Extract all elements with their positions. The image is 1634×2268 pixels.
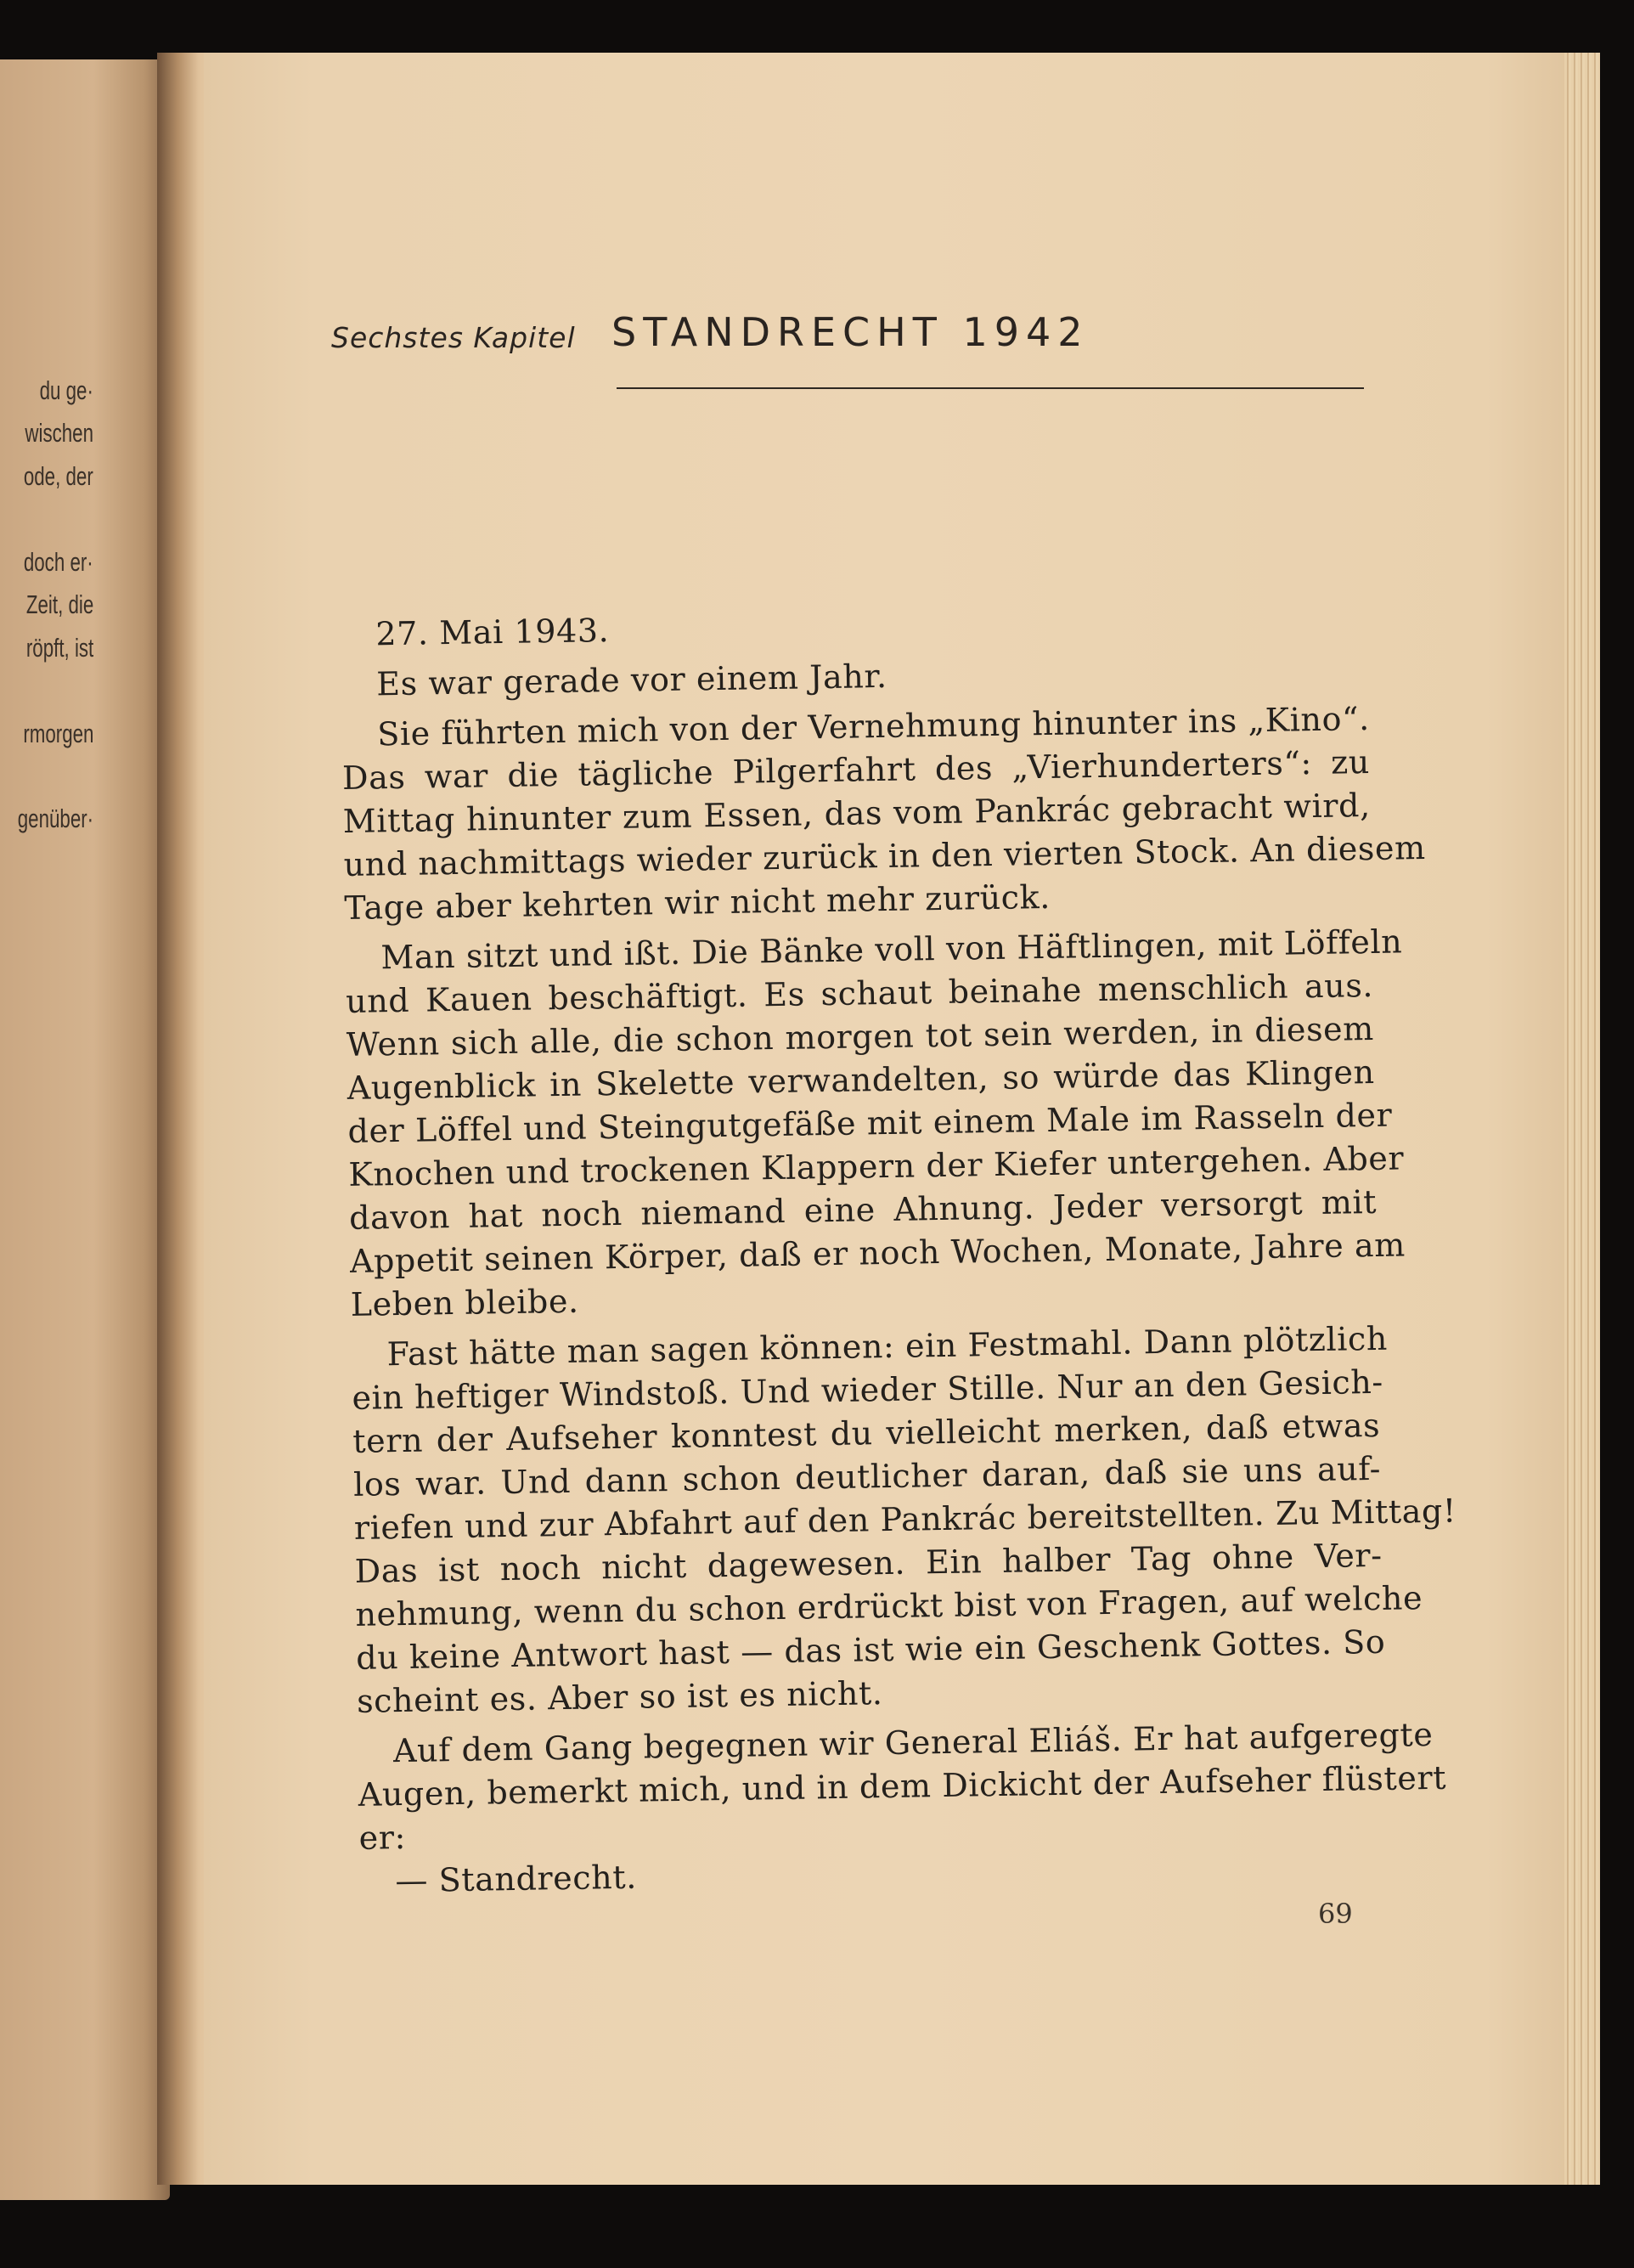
text-line: los war. Und dann schon deutlicher daran, daß sie uns auf- (352, 1449, 1382, 1504)
text-line: Wenn sich alle, die schon morgen tot sein werden, in diesem (346, 1009, 1375, 1063)
previous-page-fragment: doch er· (24, 547, 93, 577)
previous-page-fragment: röpft, ist (25, 633, 93, 663)
previous-page-fragment: rmorgen (22, 719, 93, 748)
body-text (340, 597, 1457, 1904)
text-line: riefen und zur Abfahrt auf den Pankrác bereitstellten. Zu Mittag! (353, 1492, 1457, 1547)
text-line: Knochen und trockenen Klappern der Kiefer untergehen. Aber (348, 1139, 1405, 1193)
text-line: er: (358, 1818, 407, 1857)
previous-page-fragment: genüber· (17, 804, 93, 833)
text-line: scheint es. Aber so ist es nicht. (356, 1674, 883, 1720)
previous-page-fragment: Zeit, die (25, 590, 93, 619)
previous-page-fragment: wischen (25, 418, 93, 448)
text-line: tern der Aufseher konntest du vielleicht merken, daß etwas (352, 1406, 1381, 1460)
previous-page (0, 59, 170, 2200)
text-line: Das war die tägliche Pilgerfahrt des „Vierhunderters“: zu (341, 742, 1371, 797)
text-line: Man sitzt und ißt. Die Bänke voll von Häftlingen, mit Löffeln (380, 922, 1403, 977)
text-line: Auf dem Gang begegnen wir General Eliáš. Er hat aufgeregte (392, 1715, 1434, 1770)
page-number: 69 (1318, 1898, 1353, 1930)
text-line: Tage aber kehrten wir nicht mehr zurück. (344, 877, 1051, 927)
page-edges (1564, 53, 1600, 2185)
text-line: der Löffel und Steingutgefäße mit einem Male im Rasseln der (347, 1096, 1393, 1150)
text-line: Mittag hinunter zum Essen, das vom Pankrác gebracht wird, (342, 786, 1372, 840)
text-line: Es war gerade vor einem Jahr. (375, 657, 888, 703)
text-line: Sie führten mich von der Vernehmung hinunter ins „Kino“. (376, 699, 1371, 753)
text-line: Leben bleibe. (350, 1282, 580, 1323)
text-line: — Standrecht. (395, 1858, 638, 1900)
text-line: nehmung, wenn du schon erdrückt bist von Fragen, auf welche (355, 1579, 1423, 1633)
chapter-title: STANDRECHT 1942 (611, 309, 1090, 355)
text-line: Augenblick in Skelette verwandelten, so würde das Klingen (347, 1052, 1375, 1107)
text-line: und Kauen beschäftigt. Es schaut beinahe menschlich aus. (345, 966, 1374, 1020)
text-line: Augen, bemerkt mich, und in dem Dickicht der Aufseher flüstert (358, 1758, 1447, 1814)
text-line: davon hat noch niemand eine Ahnung. Jeder versorgt mit (348, 1182, 1378, 1237)
date-line: 27. Mai 1943. (375, 612, 610, 653)
header-rule (617, 387, 1364, 389)
text-line: ein heftiger Windstoß. Und wieder Stille. Nur an den Gesich- (352, 1362, 1384, 1417)
text-line: und nachmittags wieder zurück in den vierten Stock. An diesem (343, 828, 1427, 883)
text-line: Fast hätte man sagen können: ein Festmahl. Dann plötzlich (386, 1319, 1389, 1374)
text-line: du keine Antwort hast — das ist wie ein Geschenk Gottes. So (355, 1622, 1386, 1677)
previous-page-fragment: ode, der (24, 461, 93, 491)
previous-page-fragment: du ge· (39, 375, 93, 405)
text-line: Appetit seinen Körper, daß er noch Wochen, Monate, Jahre am (349, 1226, 1406, 1280)
text-line: Das ist noch nicht dagewesen. Ein halber Tag ohne Ver- (354, 1536, 1383, 1590)
chapter-label: Sechstes Kapitel (331, 321, 576, 354)
